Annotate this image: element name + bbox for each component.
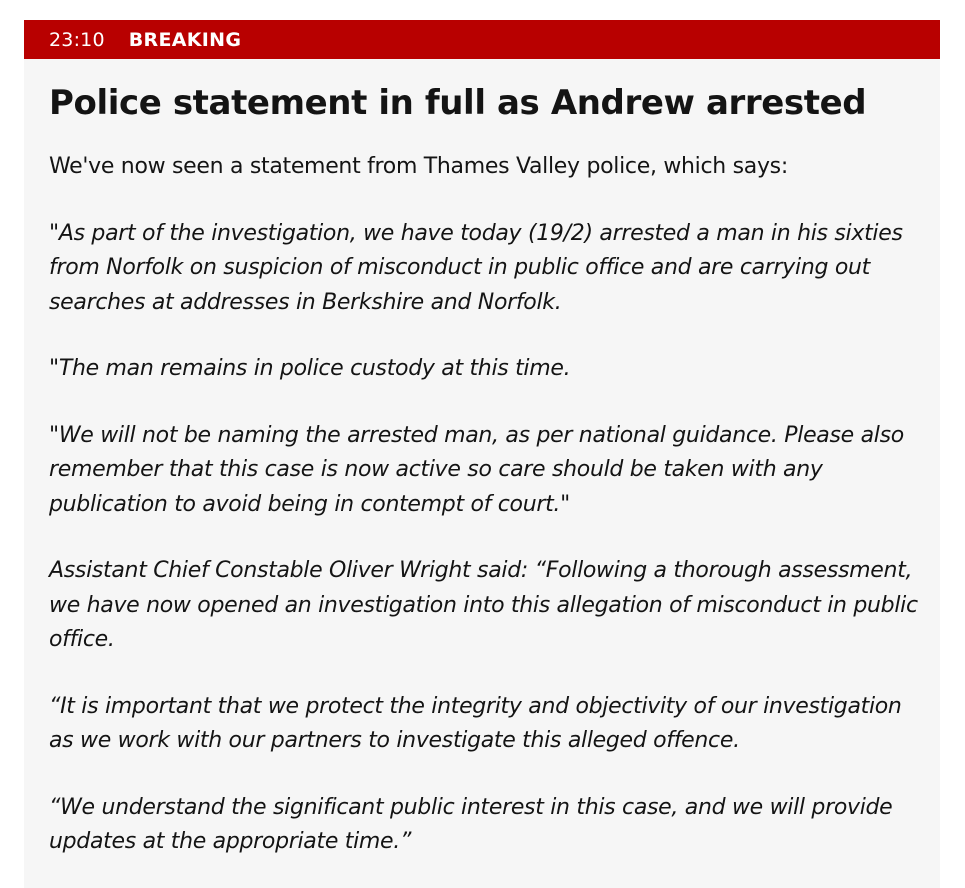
post-timestamp: 23:10	[49, 28, 105, 51]
statement-paragraph-4: Assistant Chief Constable Oliver Wright said: “Following a thorough assessment, we have now opened an investigation into this allegation of misconduct in public office.	[49, 558, 918, 652]
post-body	[24, 81, 940, 860]
statement-paragraph-2: "The man remains in police custody at this time.	[49, 356, 571, 381]
post-headline: Police statement in full as Andrew arrested	[49, 83, 867, 123]
statement-paragraph-5: “It is important that we protect the integrity and objectivity of our investigation as we work with our partners to investigate this alleged offence.	[49, 693, 902, 753]
statement-paragraph-3: "We will not be naming the arrested man, as per national guidance. Please also remember that this case is now active so care should be taken with any publication to avoid being in contempt of court."	[49, 422, 904, 517]
intro-paragraph: We've now seen a statement from Thames Valley police, which says:	[49, 154, 788, 179]
statement-paragraph-6: “We understand the significant public interest in this case, and we will provide updates at the appropriate time.”	[49, 794, 893, 854]
statement-paragraph-1: "As part of the investigation, we have today (19/2) arrested a man in his sixties from Norfolk on suspicion of misconduct in public office and are carrying out searches at addresses in Berkshire and Norfolk.	[49, 220, 903, 315]
live-post	[24, 20, 940, 888]
breaking-label: BREAKING	[128, 28, 242, 51]
breaking-banner	[24, 20, 940, 59]
